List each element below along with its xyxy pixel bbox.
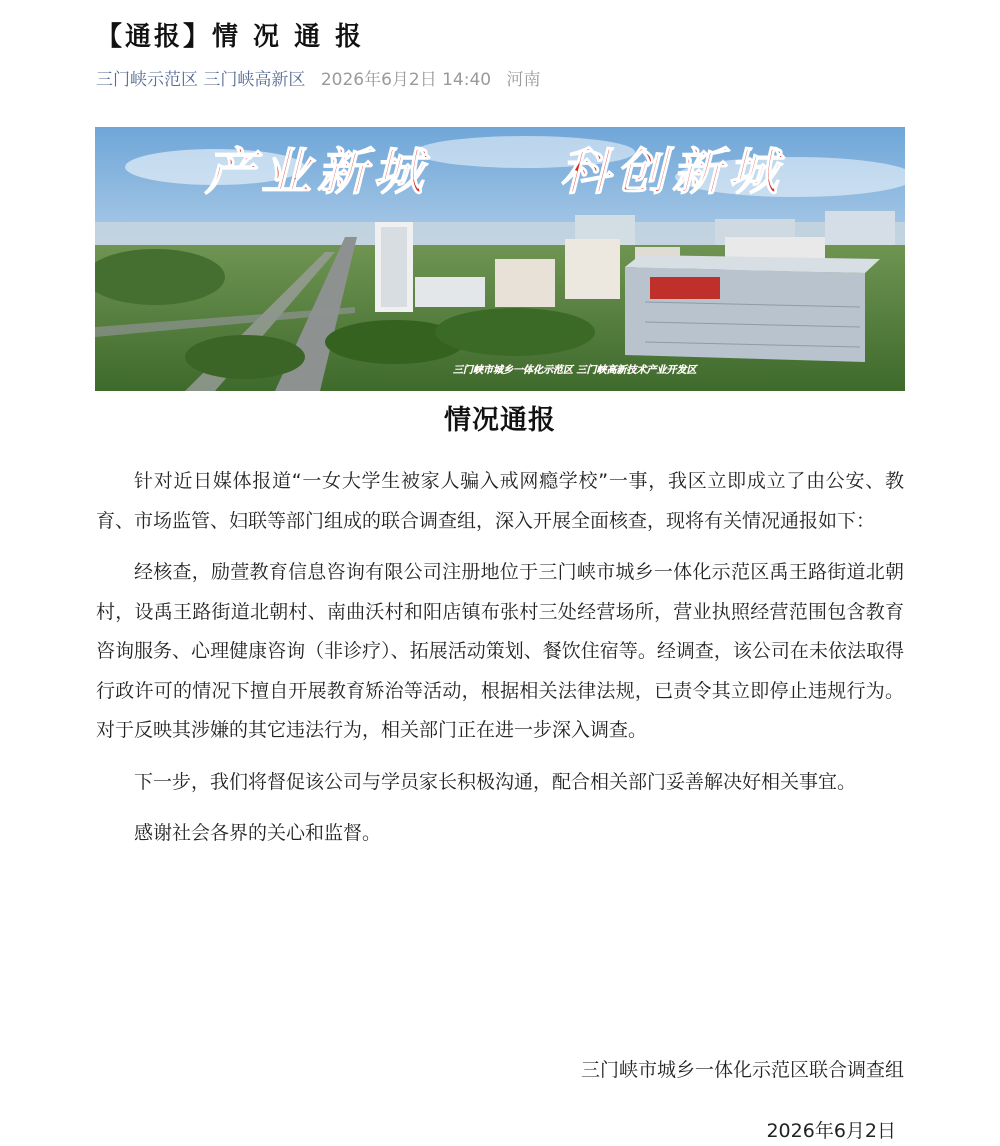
banner-slogan-left: 产业新城 (205, 142, 429, 201)
banner-caption: 三门峡市城乡一体化示范区 三门峡高新技术产业开发区 (453, 365, 697, 376)
publish-location: 河南 (506, 70, 541, 90)
signature-organization: 三门峡市城乡一体化示范区联合调查组 (580, 1059, 904, 1081)
article-title: 【通报】情 况 通 报 (96, 22, 365, 52)
article-meta (96, 65, 541, 90)
account-name-link[interactable]: 三门峡示范区 三门峡高新区 (96, 70, 306, 90)
banner-slogan-right: 科创新城 (560, 142, 784, 201)
banner-image (95, 127, 905, 391)
notice-heading: 情况通报 (444, 405, 556, 436)
notice-paragraph: 感谢社会各界的关心和监督。 (134, 822, 382, 844)
notice-paragraph: 针对近日媒体报道“一女大学生被家人骗入戒网瘾学校”一事，我区立即成立了由公安、教育、市场监管、妇联等部门组成的联合调查组，深入开展全面核查，现将有关情况通报如下： (96, 470, 904, 532)
publish-time: 2026年6月2日 14:40 (320, 70, 492, 90)
signature-date: 2026年6月2日 (766, 1120, 896, 1142)
notice-body (96, 462, 904, 866)
notice-paragraph: 下一步，我们将督促该公司与学员家长积极沟通，配合相关部门妥善解决好相关事宜。 (134, 770, 857, 793)
notice-paragraph: 经核查，励萱教育信息咨询有限公司注册地位于三门峡市城乡一体化示范区禹王路街道北朝村，设禹王路街道北朝村、南曲沃村和阳店镇布张村三处经营场所，营业执照经营范围包含教育咨询服务、心理健康咨询（非诊疗）、拓展活动策划、餐饮住宿等。经调查，该公司在未依法取得行政许可的情况下擅自开展教育矫治等活动，根据相关法律法规，已责令其立即停止违规行为。对于反映其涉嫌的其它违法行为，相关部门正在进一步深入调查。 (96, 561, 904, 741)
